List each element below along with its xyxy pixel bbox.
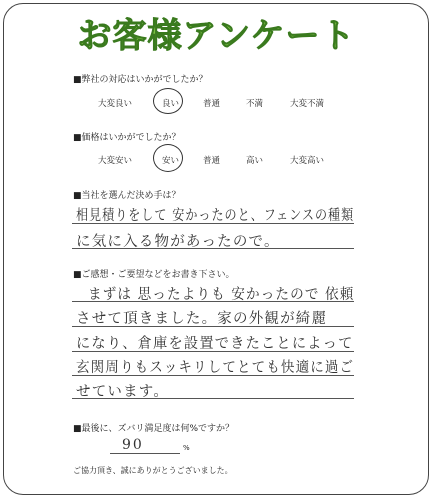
handwritten-answer-line: に気に入る物があったので。 bbox=[76, 234, 280, 250]
option-service-good: 良い bbox=[162, 99, 180, 109]
handwritten-answer-line: まずは 思ったよりも 安かったので 依頼 bbox=[88, 287, 355, 303]
answer-rule bbox=[72, 301, 354, 302]
question-satisfaction: ■最後に、ズバリ満足度は何%ですか？ bbox=[73, 424, 235, 434]
answer-rule bbox=[72, 375, 354, 376]
handwritten-answer-line: になり、倉庫を設置できたことによって bbox=[76, 336, 354, 352]
option-price-very-cheap: 大変安い bbox=[98, 156, 133, 166]
thank-you-note: ご協力頂き、誠にありがとうございました。 bbox=[73, 466, 233, 475]
handwritten-answer-line: させて頂きました。家の外観が綺麗 bbox=[76, 311, 328, 327]
satisfaction-value: 90 bbox=[122, 437, 144, 453]
option-service-normal: 普通 bbox=[203, 99, 221, 109]
option-service-dissatisfied: 不満 bbox=[246, 99, 264, 109]
answer-rule bbox=[72, 351, 354, 352]
answer-rule bbox=[72, 326, 354, 327]
option-service-very-good: 大変良い bbox=[98, 99, 133, 109]
option-service-very-dissatisfied: 大変不満 bbox=[290, 99, 325, 109]
question-comments: ■ご感想・ご要望などをお書き下さい。 bbox=[73, 270, 235, 280]
option-price-very-expensive: 大変高い bbox=[290, 156, 325, 166]
answer-rule bbox=[72, 223, 354, 224]
selected-circle-price bbox=[153, 144, 183, 172]
question-deciding-factor: ■当社を選んだ決め手は？ bbox=[73, 191, 181, 201]
handwritten-answer-line: 相見積りをして 安かったのと、フェンスの種類 bbox=[76, 208, 355, 224]
selected-circle-service bbox=[153, 88, 183, 114]
option-price-normal: 普通 bbox=[203, 156, 221, 166]
survey-title: お客様アンケート bbox=[77, 16, 356, 56]
handwritten-answer-line: せています。 bbox=[76, 384, 170, 400]
question-price: ■価格はいかがでしたか？ bbox=[73, 133, 181, 143]
answer-rule bbox=[72, 248, 354, 249]
handwritten-answer-line: 玄関周りもスッキリしてとても快適に過ご bbox=[76, 360, 355, 376]
satisfaction-rule bbox=[110, 453, 180, 454]
answer-rule bbox=[72, 398, 354, 399]
question-service: ■弊社の対応はいかがでしたか？ bbox=[73, 75, 208, 85]
option-price-expensive: 高い bbox=[246, 156, 264, 166]
percent-unit: % bbox=[183, 444, 190, 452]
option-price-cheap: 安い bbox=[162, 156, 180, 166]
